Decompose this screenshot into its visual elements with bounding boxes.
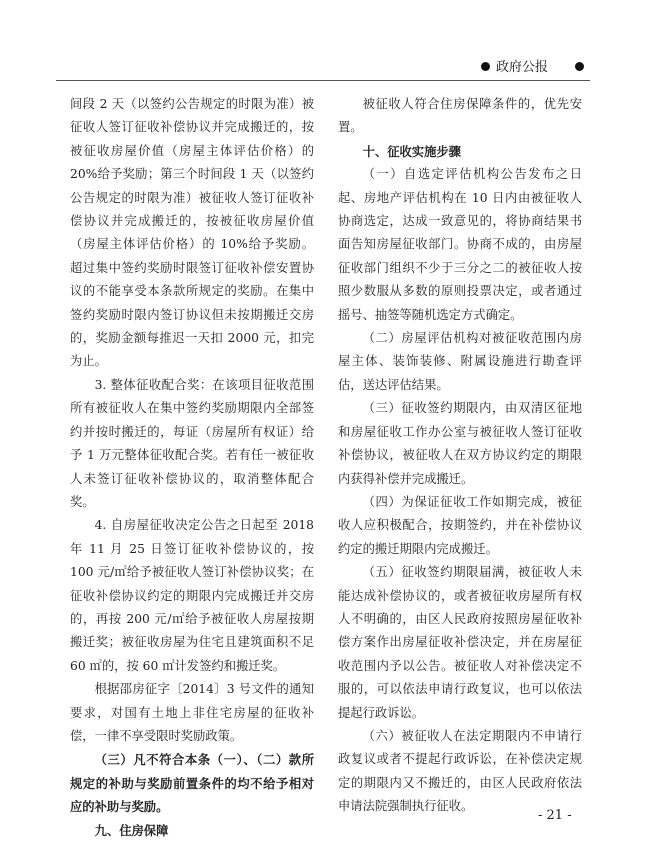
page-number: - 21 - [538, 808, 572, 823]
page-header [0, 52, 651, 80]
publication-title: 政府公报 [496, 60, 549, 75]
paragraph: 被征收人符合住房保障条件的，优先安置。 [338, 97, 582, 135]
paragraph: （五）征收签约期限届满，被征收人未能达成补偿协议的，或者被征收房屋所有权人不明确的，由区人民政府按照房屋征收补偿方案作出房屋征收补偿决定，并在房屋征收范围内予以公告。被征收人对补偿决定不服的，可以依法申请行政复议，也可以依法提起行政诉讼。 [338, 565, 582, 720]
bullet-dot-icon [575, 62, 584, 71]
section-heading: 九、住房保障 [94, 822, 169, 838]
paragraph: （三）征收签约期限内，由双清区征地和房屋征收工作办公室与被征收人签订征收补偿协议，被征收人在双方协议约定的期限内获得补偿并完成搬迁。 [338, 401, 582, 486]
right-column [338, 93, 582, 819]
paragraph: 3. 整体征收配合奖：在该项目征收范围所有被征收人在集中签约奖励期限内全部签约并按时搬迁的，每证（房屋所有权证）给予 1 万元整体征收配合奖。若有任一被征收人未签订征收补偿协议的，取消整体配合奖。 [70, 377, 314, 509]
paragraph: 根据邵房征字〔2014〕3 号文件的通知要求，对国有土地上非住宅房屋的征收补偿，一律不享受限时奖励政策。 [70, 682, 314, 743]
header-rule [56, 80, 590, 81]
paragraph: （六）被征收人在法定期限内不申请行政复议或者不提起行政诉讼，在补偿决定规定的期限内又不搬迁的，由区人民政府依法申请法院强制执行征收。 [338, 728, 582, 814]
section-heading: 十、征收实施步骤 [362, 143, 461, 159]
bullet-dot-icon [481, 62, 490, 71]
paragraph: （一）自选定评估机构公告发布之日起、房地产评估机构在 10 日内由被征收人协商选定，达成一致意见的，将协商结果书面告知房屋征收部门。协商不成的，由房屋征收部门组织不少于三分之二的被征收人按照少数服从多数的原则投票决定，或者通过摇号、抽签等随机选定方式确定。 [338, 167, 582, 322]
left-column [70, 93, 314, 842]
bold-paragraph: （三）凡不符合本条（一）、（二）款所规定的补助与奖励前置条件的均不给予相对应的补助与奖励。 [70, 752, 314, 815]
paragraph: 间段 2 天（以签约公告规定的时限为准）被征收人签订征收补偿协议并完成搬迁的，按被征收房屋价值（房屋主体评估价格）的 20%给予奖励；第三个时间段 1 天（以签约公告规定的时限为准）被征收人签订征收补偿协议并完成搬迁的，按被征收房屋价值（房屋主体评估价格）的 10%给予奖励。 超过集中签约奖励时限签订征收补偿安置协议的不能享受本条款所规定的奖励。在集中签约奖励时限内签订协议但未按期搬迁交房的，奖励金额每推迟一天扣 2000 元，扣完为止。 [70, 97, 314, 369]
paragraph: （二）房屋评估机构对被征收范围内房屋主体、装饰装修、附属设施进行勘查评估，送达评估结果。 [338, 331, 582, 392]
paragraph: 4. 自房屋征收决定公告之日起至 2018 年 11 月 25 日签订征收补偿协议的，按 100 元/㎡给予被征收人签订补偿协议奖；在征收补偿协议约定的期限内完成搬迁并交房的，再按 200 元/㎡给予被征收人房屋按期搬迁奖；被征收房屋为住宅且建筑面积不足 60 ㎡的，按 60 ㎡计发签约和搬迁奖。 [70, 518, 314, 673]
paragraph: （四）为保证征收工作如期完成，被征收人应积极配合，按期签约，并在补偿协议约定的搬迁期限内完成搬迁。 [338, 494, 582, 556]
